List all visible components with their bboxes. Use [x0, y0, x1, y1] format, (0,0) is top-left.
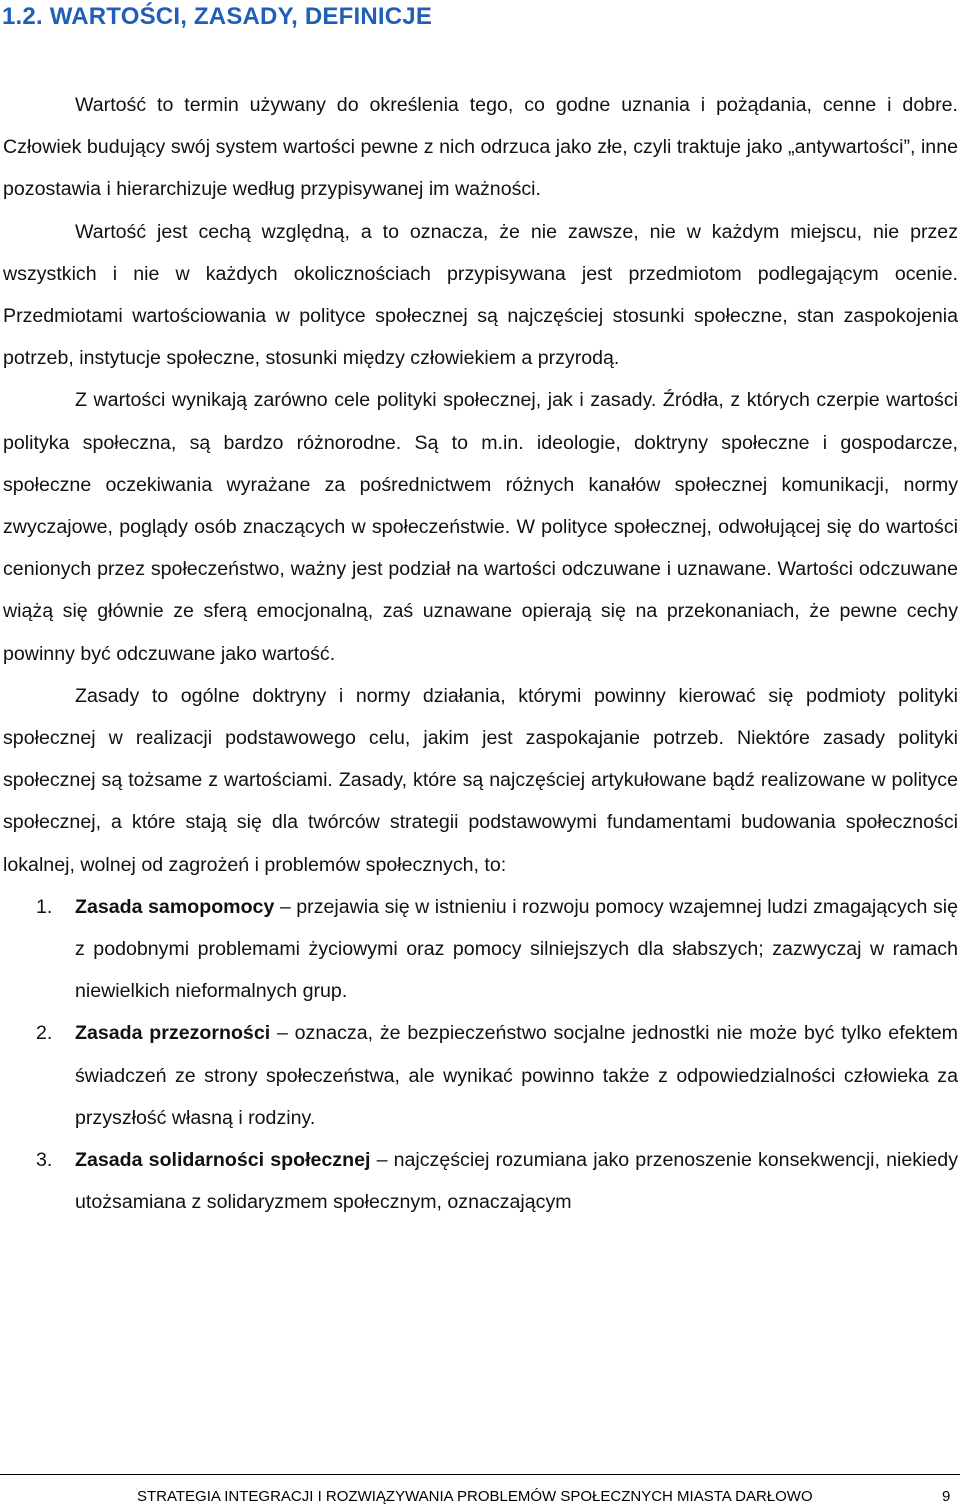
list-item-text: – przejawia się w istnieniu i rozwoju pomocy wzajemnej ludzi zmagających się z podobnymi problemami życiowymi oraz pomocy silniejszych dla słabszych; zazwyczaj w ramach niewielkich nieformalnych grup.: [75, 895, 959, 1003]
section-heading: 1.2. WARTOŚCI, ZASADY, DEFINICJE: [2, 3, 433, 30]
list-item-number: 3.: [36, 1149, 53, 1172]
paragraph-values-definition: Wartość to termin używany do określenia tego, co godne uznania i pożądania, cenne i dobre. Człowiek budujący swój system wartości pewne z nich odrzuca jako złe, czyli traktuje jako „antywartości”, inne pozostawia i hierarchizuje według przypisywanej im ważności.: [3, 94, 958, 201]
list-item-term: Zasada przezorności: [75, 1022, 271, 1045]
list-item-number: 1.: [36, 895, 53, 918]
paragraph-values-sources: Z wartości wynikają zarówno cele polityki społecznej, jak i zasady. Źródła, z których czerpie wartości polityka społeczna, są bardzo różnorodne. Są to m.in. ideologie, doktryny społeczne i gospodarcze, społeczne oczekiwania wyrażane za pośrednictwem różnych kanałów społecznej komunikacji, normy zwyczajowe, poglądy osób znaczących w społeczeństwie. W polityce społecznej, odwołującej się do wartości cenionych przez społeczeństwo, ważny jest podział na wartości odczuwane i uznawane. Wartości odczuwane wiążą się głównie ze sferą emocjonalną, zaś uznawane opierają się na przekonaniach, że pewne cechy powinny być odczuwane jako wartość.: [3, 389, 958, 665]
page-footer: [0, 1474, 960, 1505]
page-number: 9: [942, 1488, 951, 1505]
body-text: [3, 84, 958, 1223]
list-item: [3, 886, 958, 1013]
list-item-number: 2.: [36, 1022, 53, 1045]
list-item-term: Zasada solidarności społecznej: [75, 1149, 371, 1172]
principles-list: [3, 886, 958, 1224]
paragraph-values-relative: Wartość jest cechą względną, a to oznacza, że nie zawsze, nie w każdym miejscu, nie przez wszystkich i nie w każdych okolicznościach przypisywana jest przedmiotom podlegającym ocenie. Przedmiotami wartościowania w polityce społecznej są najczęściej stosunki społeczne, stan zaspokojenia potrzeb, instytucje społeczne, stosunki między człowiekiem a przyrodą.: [3, 220, 958, 370]
list-item-term: Zasada samopomocy: [75, 895, 275, 918]
footer-title: STRATEGIA INTEGRACJI I ROZWIĄZYWANIA PROBLEMÓW SPOŁECZNYCH MIASTA DARŁOWO: [137, 1488, 813, 1505]
list-item-text: – oznacza, że bezpieczeństwo socjalne jednostki nie może być tylko efektem świadczeń ze strony społeczeństwa, ale wynikać powinno także z odpowiedzialności człowieka za przyszłość własną i rodziny.: [75, 1022, 958, 1129]
list-item: [3, 1012, 958, 1139]
list-item: [3, 1139, 958, 1223]
list-item-text: – najczęściej rozumiana jako przenoszenie konsekwencji, niekiedy utożsamiana z solidaryzmem społecznym, oznaczającym: [75, 1149, 958, 1214]
paragraph-principles-intro: Zasady to ogólne doktryny i normy działania, którymi powinny kierować się podmioty polityki społecznej w realizacji podstawowego celu, jakim jest zaspokajanie potrzeb. Niektóre zasady polityki społecznej są tożsame z wartościami. Zasady, które są najczęściej artykułowane bądź realizowane w polityce społecznej, a które stają się dla twórców strategii podstawowymi fundamentami budowania społeczności lokalnej, wolnej od zagrożeń i problemów społecznych, to:: [3, 684, 958, 876]
